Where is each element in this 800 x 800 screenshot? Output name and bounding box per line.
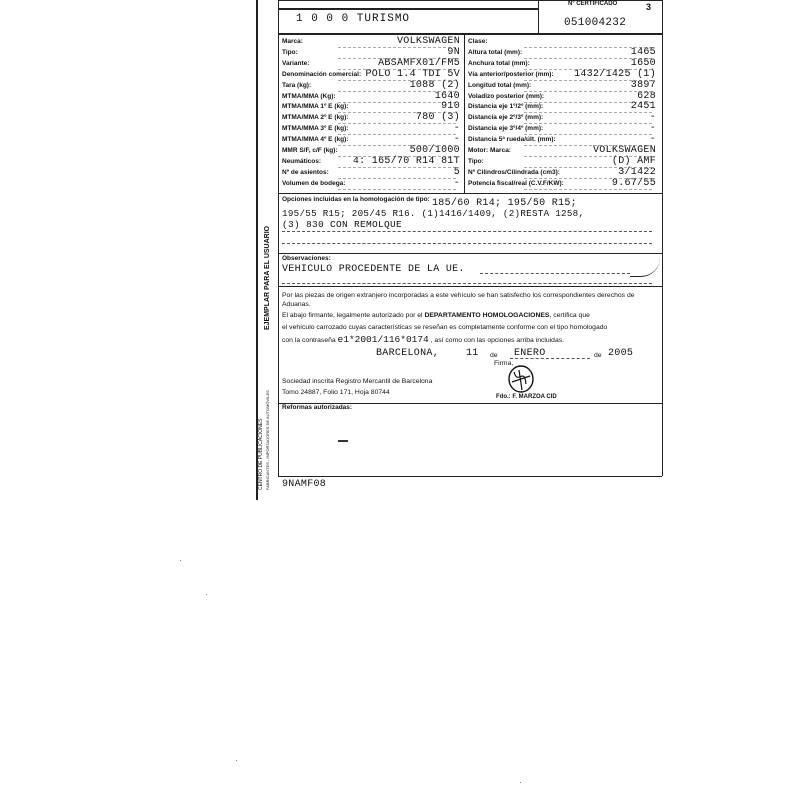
specs-value: 1465 (630, 46, 656, 58)
specs-label: Potencia fiscal/real (C.V.F/KW): (468, 179, 564, 187)
options-line-2: 195/55 R15; 205/45 R16. (1)1416/1409, (2)RESTA 1258, (282, 208, 585, 219)
signing-month: ENERO (514, 348, 546, 359)
vehicle-row-line (338, 189, 456, 190)
reformas-label: Reformas autorizadas: (282, 404, 353, 411)
specs-label: Altura total (mm): (468, 48, 523, 56)
specs-value: VOLKSWAGEN (592, 145, 656, 156)
observations-text: VEHICULO PROCEDENTE DE LA UE. (282, 264, 465, 275)
vehicle-label: Marca: (282, 38, 303, 45)
specs-label: Longitud total (mm): (468, 81, 532, 89)
vehicle-label: Tipo: (282, 48, 298, 56)
certification-line-1c: , certifica que (549, 312, 590, 319)
observations-label: Observaciones: (282, 255, 331, 262)
specs-row-line (524, 91, 652, 92)
cert-number: 051004232 (564, 17, 627, 29)
specs-row-line (524, 112, 652, 113)
month-blank-line (510, 358, 590, 359)
vehicle-label: Denominación comercial: (282, 70, 362, 78)
observations-pen-mark (630, 258, 660, 277)
options-line-3: (3) 830 CON REMOLQUE (282, 219, 403, 230)
specs-label: Vía anterior/posterior (mm): (468, 70, 554, 78)
header-rule (278, 8, 538, 10)
vehicle-label: MTMA/MMA 2º E (kg): (282, 114, 349, 122)
vehicle-value: ABSAMFX01/FM5 (378, 57, 460, 69)
vehicle-value: 500/1000 (409, 145, 460, 156)
specs-value: 628 (637, 90, 656, 102)
vehicle-label: MMR S/F, c/F (kg): (282, 147, 338, 154)
date-de-2: de (594, 352, 602, 359)
date-de-1: de (490, 352, 498, 359)
specs-label: Distancia eje 3º/4º (mm): (468, 125, 544, 133)
vehicle-value: 5 (453, 166, 460, 178)
specs-value: 1650 (630, 57, 656, 69)
certification-line-1 (282, 311, 590, 320)
vehicle-label: Variante: (282, 59, 310, 67)
specs-value: 1432/1425 (1) (574, 68, 656, 80)
vehicle-row-line (338, 178, 456, 179)
vehicle-row-line (338, 134, 456, 135)
signature-label: Firma, (494, 360, 514, 367)
specs-label: Motor: Marca: (468, 147, 511, 154)
footer-code: 9NAMF08 (282, 479, 327, 490)
middle-divider (464, 33, 465, 193)
publisher-subtitle: FABRICANTES - IMPORTADORES DE AUTOMÓVILES (265, 390, 270, 490)
vehicle-value: 9N (447, 46, 460, 58)
scan-speck (206, 594, 207, 595)
signing-city: BARCELONA, (376, 348, 440, 359)
certification-rule (278, 286, 662, 287)
options-blank-line-1 (282, 231, 652, 232)
left-border (278, 0, 279, 476)
options-rule (278, 193, 662, 194)
vehicle-value: POLO 1.4 TDI 5V (365, 68, 460, 80)
specs-row-line (524, 134, 652, 135)
specs-value: 2451 (630, 101, 656, 113)
section-rule-top (278, 33, 662, 35)
certificate-document (256, 0, 662, 500)
certification-line-3a: con la contraseña (282, 337, 336, 344)
vehicle-value: VOLKSWAGEN (396, 36, 460, 47)
vehicle-row-line (338, 167, 456, 168)
vehicle-value: - (453, 134, 460, 146)
options-blank-line-2 (282, 243, 652, 244)
signing-day: 11 (466, 348, 479, 359)
scan-speck (236, 760, 237, 761)
department-name: DEPARTAMENTO HOMOLOGACIONES (424, 312, 550, 319)
specs-label: Distancia eje 1º/2º (mm): (468, 103, 544, 111)
scan-speck (180, 560, 181, 561)
signing-year: 2005 (608, 348, 634, 359)
vehicle-value: 780 (3) (415, 112, 460, 124)
options-line-1: 185/60 R14; 195/50 R15; (432, 198, 577, 209)
vehicle-label: Neumáticos: (282, 157, 322, 165)
vehicle-category: 1 0 0 0 TURISMO (296, 13, 411, 25)
corner-mark: 3 (646, 2, 652, 12)
certification-line-3 (282, 335, 564, 345)
vehicle-label: MTMA/MMA (Kg): (282, 92, 336, 100)
customs-paragraph: Por las piezas de origen extranjero incorporadas a este vehículo se han satisfecho los correspondientes derechos de Aduanas. (282, 292, 635, 308)
certification-line-3b: , así como con las opciones arriba incluidas. (430, 337, 565, 344)
scan-speck (520, 782, 521, 783)
specs-value: - (649, 134, 656, 146)
vehicle-value: 4: 165/70 R14 81T (352, 155, 460, 167)
vehicle-label: MTMA/MMA 1º E (kg): (282, 103, 349, 111)
signer-name: Fdo.: F. MARZOA CID (496, 394, 557, 400)
specs-row-line (524, 123, 652, 124)
company-registry-line-1: Sociedad inscrita Registro Mercantil de Barcelona (282, 378, 433, 385)
right-border (662, 0, 663, 476)
vehicle-value: 1088 (2) (409, 79, 460, 91)
specs-value: (D) AMF (611, 155, 656, 167)
reformas-mark (338, 440, 348, 442)
specs-label: Distancia 5ª rueda/últ. (mm): (468, 136, 556, 144)
vehicle-label: MTMA/MMA 4º E (kg): (282, 136, 349, 144)
vehicle-label: Nº de asientos: (282, 168, 329, 176)
vehicle-value: - (453, 177, 460, 189)
specs-value: - (649, 112, 656, 124)
specs-value: 3/1422 (618, 166, 656, 178)
specs-value: 9.67/55 (611, 177, 656, 189)
certification-line-2: el vehículo carrozado cuyas características se reseñan es completamente conforme con el tipo homologado (282, 324, 608, 331)
certification-line-1a: El abajo firmante, legalmente autorizado por el (282, 312, 423, 319)
specs-row-line (524, 189, 652, 190)
vehicle-row-line (338, 123, 456, 124)
vehicle-label: MTMA/MMA 3º E (kg): (282, 125, 349, 133)
cert-number-label: Nº CERTIFICADO (568, 1, 618, 7)
publisher-name: CENTRO DE PUBLICACIONES (258, 418, 264, 490)
vehicle-label: Volumen de bodega: (282, 179, 346, 187)
observations-rule (278, 253, 662, 254)
specs-value: 3897 (630, 79, 656, 91)
header-divider (538, 0, 539, 34)
specs-label: Anchura total (mm): (468, 59, 530, 67)
specs-label: Clase: (468, 38, 488, 45)
copy-designation: EJEMPLAR PARA EL USUARIO (264, 225, 271, 330)
vehicle-value: 910 (441, 101, 460, 113)
options-label: Opciones incluidas en la homologación de tipo: (282, 196, 430, 203)
specs-value: - (649, 123, 656, 135)
vehicle-label: Tara (kg): (282, 81, 312, 89)
specs-label: Distancia eje 2º/3º (mm): (468, 114, 544, 122)
approval-number: e1*2001/116*0174 (337, 334, 429, 345)
vehicle-row-line (338, 47, 456, 48)
specs-label: Voladizo posterior (mm): (468, 92, 545, 100)
vehicle-value: - (453, 123, 460, 135)
observations-blank-line-1 (480, 273, 630, 274)
bottom-rule (278, 476, 662, 477)
specs-label: Tipo: (468, 157, 484, 165)
company-registry-line-2: Tomo 24887, Folio 171, Hoja 80744 (282, 389, 390, 396)
observations-blank-line-2 (282, 283, 652, 284)
vehicle-row-line (338, 102, 456, 103)
vehicle-value: 1640 (434, 90, 460, 102)
specs-label: Nº Cilindros/Cilindrada (cm3): (468, 168, 560, 176)
signature-stamp (504, 362, 538, 396)
